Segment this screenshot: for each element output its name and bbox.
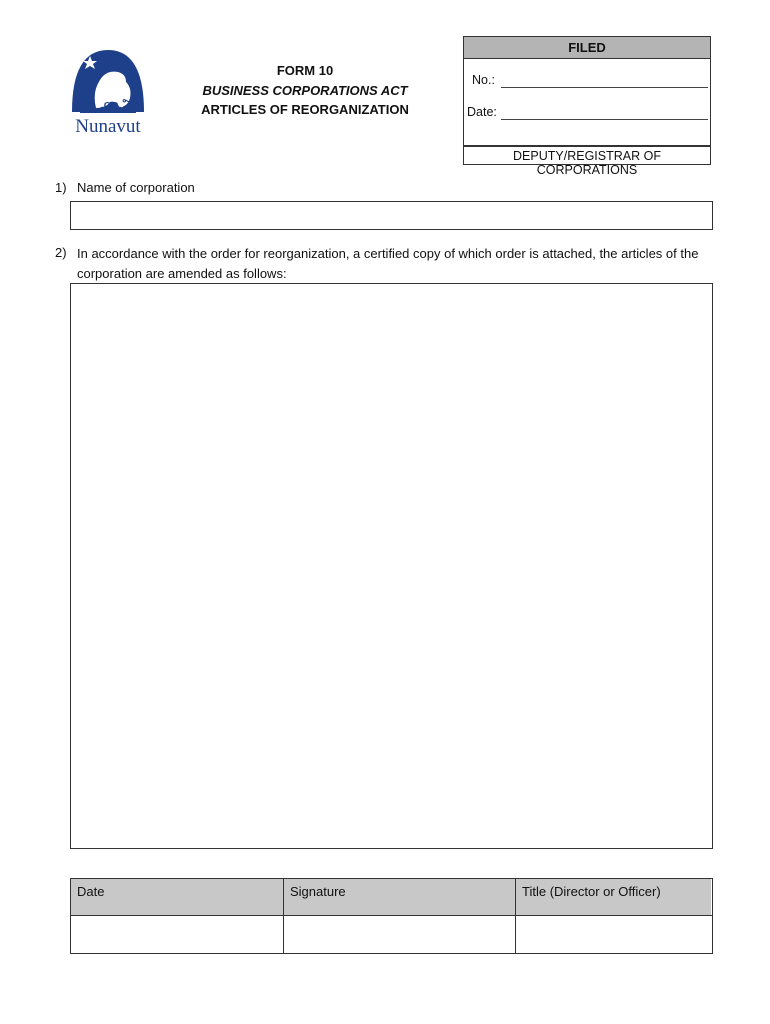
item-2-label: In accordance with the order for reorganization, a certified copy of which order is attached, the articles of the corporation are amended as follows: [77, 246, 699, 281]
registrar-label: DEPUTY/REGISTRAR OF CORPORATIONS [513, 149, 661, 177]
corporation-name-field[interactable] [70, 201, 713, 230]
title-cell[interactable] [516, 916, 711, 952]
date-column-header: Date [71, 879, 284, 916]
date-cell[interactable] [71, 916, 284, 952]
signature-cell[interactable] [284, 916, 516, 952]
signature-table [70, 878, 713, 954]
item-1-label: Name of corporation [77, 180, 195, 195]
logo-syllabics: ᓄᓇᕗᑦ [100, 96, 138, 111]
table-row-divider [71, 915, 712, 916]
signature-column-header: Signature [284, 879, 516, 916]
table-column-divider [515, 879, 516, 953]
item-2-number: 2) [55, 245, 67, 260]
filed-date-field[interactable] [501, 119, 708, 120]
logo-wordmark: Nunavut [75, 116, 141, 137]
item-1-number: 1) [55, 180, 67, 195]
filed-date-label: Date: [467, 105, 497, 119]
filed-separator [464, 145, 710, 147]
act-name: BUSINESS CORPORATIONS ACT [202, 83, 408, 98]
filed-box [463, 36, 711, 177]
title-column-header: Title (Director or Officer) [516, 879, 711, 916]
amendments-field[interactable] [70, 283, 713, 849]
form-number: FORM 10 [276, 63, 334, 78]
form-title: ARTICLES OF REORGANIZATION [201, 102, 409, 117]
table-column-divider [283, 879, 284, 953]
filed-no-field[interactable] [501, 87, 708, 88]
filed-heading: FILED [464, 37, 710, 59]
filed-no-label: No.: [472, 73, 495, 87]
